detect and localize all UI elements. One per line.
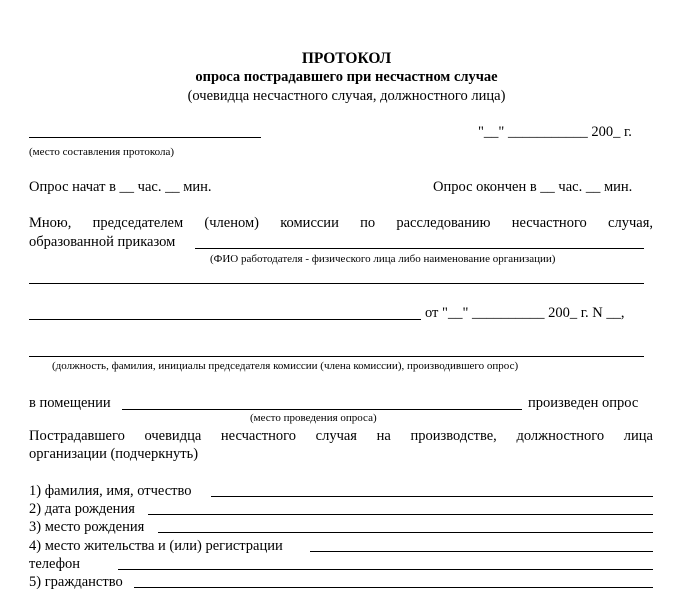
start-time[interactable]: Опрос начат в __ час. __ мин. [29, 179, 212, 195]
employer-line-2[interactable] [29, 283, 644, 284]
field-full-name-label: 1) фамилия, имя, отчество [29, 483, 192, 499]
document-subtitle-note: (очевидца несчастного случая, должностного лица) [187, 88, 506, 104]
document-title: ПРОТОКОЛ [301, 50, 392, 67]
chairman-line[interactable] [29, 356, 644, 357]
document-subtitle: опроса пострадавшего при несчастном случае [195, 69, 498, 85]
field-birth-place-label: 3) место рождения [29, 519, 145, 535]
room-caption: (место проведения опроса) [250, 412, 377, 424]
room-suffix: произведен опрос [528, 395, 639, 411]
field-birth-date-label: 2) дата рождения [29, 501, 135, 517]
field-residence-line[interactable] [310, 551, 653, 552]
field-phone-label: телефон [29, 556, 81, 572]
field-birth-date-line[interactable] [148, 514, 653, 515]
field-full-name-line[interactable] [211, 496, 653, 497]
order-label: образованной приказом [29, 234, 176, 250]
field-birth-place-line[interactable] [158, 532, 653, 533]
end-time[interactable]: Опрос окончен в __ час. __ мин. [433, 179, 633, 195]
subject-line: Пострадавшего очевидца несчастного случая на производстве, должностного лица [29, 428, 653, 444]
room-line[interactable] [122, 409, 522, 410]
order-line[interactable] [29, 319, 421, 320]
chairman-caption: (должность, фамилия, инициалы председателя комиссии (члена комиссии), производившего опрос) [52, 360, 519, 372]
subject-note: организации (подчеркнуть) [29, 446, 199, 462]
place-line[interactable] [29, 137, 261, 138]
employer-caption: (ФИО работодателя - физического лица либо наименование организации) [210, 253, 556, 265]
commission-line: Мною, председателем (членом) комиссии по расследованию несчастного случая, [29, 215, 653, 231]
employer-line[interactable] [195, 248, 644, 249]
field-residence-label: 4) место жительства и (или) регистрации [29, 538, 283, 554]
field-citizenship-line[interactable] [134, 587, 653, 588]
field-phone-line[interactable] [118, 569, 653, 570]
protocol-date[interactable]: "__" ___________ 200_ г. [478, 124, 632, 140]
room-label: в помещении [29, 395, 111, 411]
order-date[interactable]: от "__" __________ 200_ г. N __, [425, 305, 625, 321]
place-caption: (место составления протокола) [29, 146, 175, 158]
field-citizenship-label: 5) гражданство [29, 574, 123, 590]
